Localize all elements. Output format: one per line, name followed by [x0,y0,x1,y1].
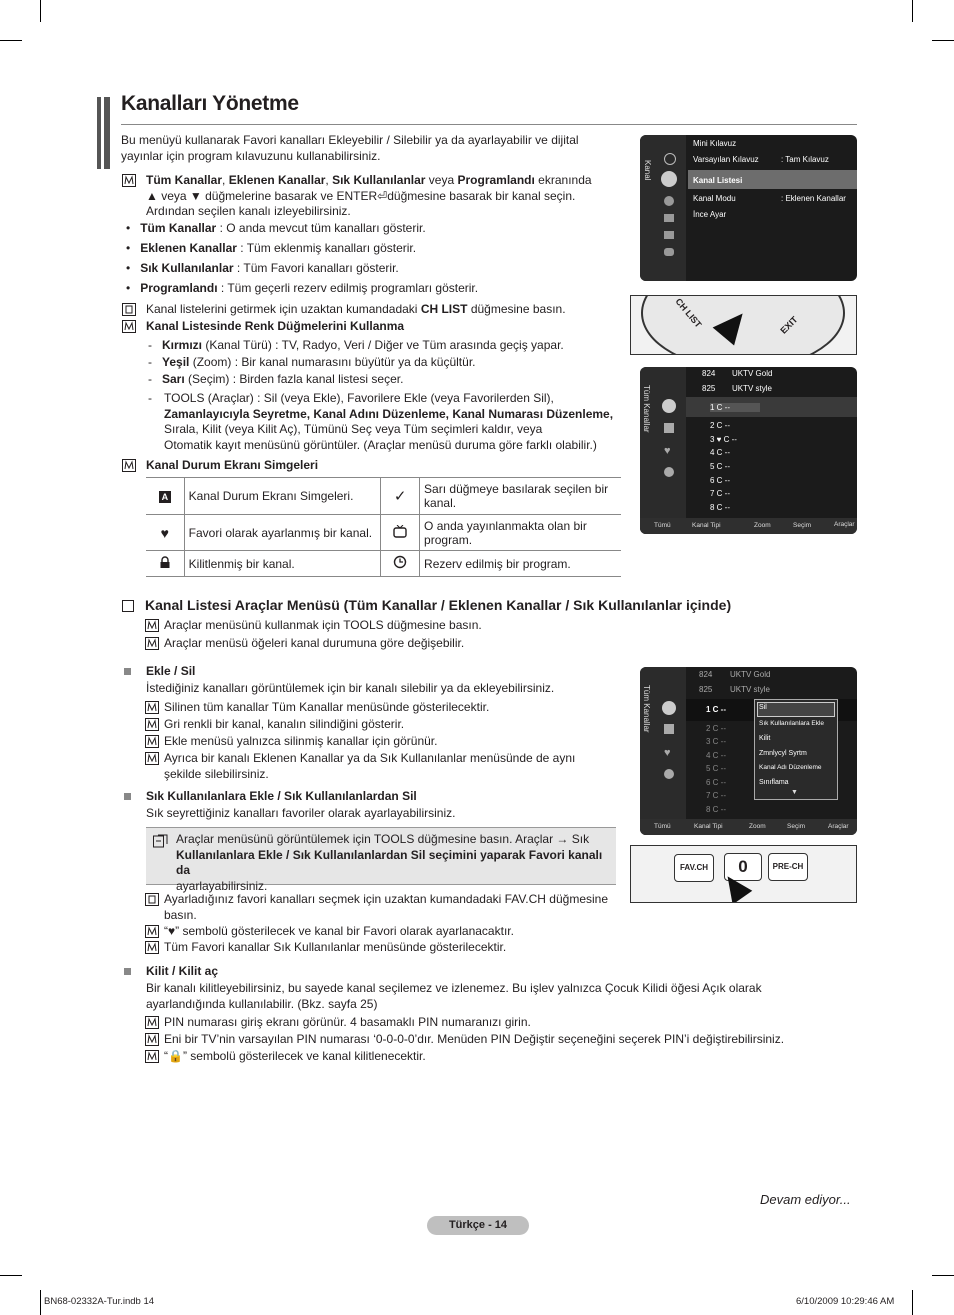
list-item: • Eklenen Kanallar : Tüm eklenmiş kanalları gösterir. [126,241,417,255]
table-row [146,551,621,577]
color-heading: Kanal Listesinde Renk Düğmelerini Kullanma [146,319,405,333]
osd-channel-menu [640,135,857,281]
note-icon [122,320,136,333]
square-bullet-icon [124,793,131,800]
osd-side-label: Kanal [643,160,652,181]
note-icon [145,637,159,650]
note1-line1: Tüm Kanallar, Eklenen Kanallar, Sık Kullanılanlar veya Programlandı ekranında [146,173,592,187]
list-item: - Kırmızı (Kanal Türü) : TV, Radyo, Veri / Diğer ve Tüm arasında geçiş yapar. [148,338,564,352]
osd-hint: Kanal Tipi [694,823,723,830]
osd-channel-list [640,367,857,534]
channel-icon [661,171,677,187]
list-item: • Sık Kullanılanlar : Tüm Favori kanalları gösterir. [126,261,399,275]
continued-text: Devam ediyor... [760,1192,851,1207]
note-icon [145,941,159,954]
osd-row-name[interactable]: UKTV Gold [732,369,773,378]
heart-icon: ♥ [146,515,184,551]
lock-note: Eni bir TV’nin varsayılan PIN numarası ‘0-0-0-0’dır. Menüden PIN Değiştir seçeneğini seçerek PIN’i değiştirebilirsiniz. [164,1032,785,1046]
table-row[interactable]: 4 C -- [706,751,726,760]
osd-row-name[interactable]: UKTV Gold [730,670,771,679]
programmed-icon [664,467,674,477]
osd-hint: Araçlar [828,823,849,830]
osd-item[interactable]: Kanal Listesi [693,176,743,185]
popup-item[interactable]: Kilit [759,735,771,742]
fav-note: “♥” sembolü gösterilecek ve kanal bir Favori olarak ayarlanacaktır. [164,924,514,938]
list-item: • Tüm Kanallar : O anda mevcut tüm kanalları gösterir. [126,221,426,235]
osd-tools-menu [640,667,857,835]
color-list [148,338,628,389]
table-row[interactable]: 3 ♥ C -- [710,435,737,444]
osd-hint: Tümü [654,823,671,830]
lock-heading: Kilit / Kilit aç [146,964,219,978]
tools-popup [754,699,838,800]
table-cell: Rezerv edilmiş bir program. [420,551,621,577]
ekle-heading: Ekle / Sil [146,664,196,678]
table-cell: Kanal Durum Ekranı Simgeleri. [184,478,381,515]
section2-heading: Kanal Listesi Araçlar Menüsü (Tüm Kanallar / Eklenen Kanallar / Sık Kullanılanlar içinde) [145,597,732,613]
page-title: Kanalları Yönetme [121,92,299,115]
osd-row-num: 825 [702,384,716,393]
tools-dash: - [148,391,152,405]
crop-mark [40,0,41,22]
table-cell: Sarı düğmeye basılarak seçilen bir kanal. [420,478,621,515]
osd-hint: Seçim [787,823,806,830]
osd-hint: Seçim [793,522,812,529]
setup-icon [664,196,674,206]
osd-hint: Zoom [754,522,771,529]
popup-item[interactable]: Kanal Adı Düzenleme [759,764,822,771]
osd-sidebar [640,135,686,281]
check-icon: ✓ [381,478,420,515]
zero-button[interactable]: 0 [724,853,762,881]
tools-icon [153,834,169,848]
title-bar [104,97,110,169]
osd-bottom-bar [640,819,857,835]
favorite-icon: ♥ [664,747,671,759]
lock-text: Bir kanalı kilitleyebilirsiniz, bu sayede kanal seçilemez ve izlenemez. Bu işlev yalnızca Çocuk Kilidi öğesi Açık olarak ayarlandığında kullanılabilir. (Bkz. sayfa 25) [146,981,762,1011]
crop-mark [40,1290,41,1315]
osd-side-label: Tüm Kanallar [642,385,651,433]
note-icon [145,1033,159,1046]
chlist-button[interactable]: CH LIST [673,296,704,330]
crop-mark [932,40,954,41]
crop-mark [912,1290,913,1315]
note-icon [145,735,159,748]
prech-button[interactable]: PRE-CH [768,853,808,881]
table-row[interactable]: 2 C -- [710,421,730,430]
note-icon [122,174,136,187]
table-cell: Favori olarak ayarlanmış bir kanal. [184,515,381,551]
crop-mark [912,0,913,22]
note-icon [145,925,159,938]
note-icon [145,619,159,632]
osd-item-value: : Tam Kılavuz [781,155,829,164]
crop-mark [0,40,22,41]
lock-note: PIN numarası giriş ekranı görünür. 4 basamaklı PIN numaranızı girin. [164,1015,531,1029]
popup-item[interactable]: Sınıflama [759,779,789,786]
osd-item[interactable]: Kanal Modu [693,194,736,203]
favch-button[interactable]: FAV.CH [674,854,714,882]
programmed-icon [664,769,674,779]
table-row [146,478,621,515]
table-row[interactable]: 3 C -- [706,737,726,746]
application-icon [664,231,674,239]
ekle-note: Gri renkli bir kanal, kanalın silindiğini gösterir. [164,717,405,731]
lock-note: “🔒” sembolü gösterilecek ve kanal kilitlenecektir. [164,1049,426,1063]
input-icon [664,214,674,222]
osd-bottom-bar [640,518,857,534]
osd-item[interactable]: İnce Ayar [693,210,727,219]
table-row[interactable]: 8 C -- [710,503,730,512]
fav-note: Ayarladığınız favori kanalları seçmek için uzaktan kumandadaki FAV.CH düğmesine basın. [164,892,609,922]
table-row[interactable]: 8 C -- [706,805,726,814]
square-bullet-icon [124,668,131,675]
tools-box-text: Araçlar menüsünü görüntülemek için TOOLS düğmesine basın. Araçlar → Sık Kullanılanlara Ekle / Sık Kullanılanlardan Sil seçimini yaparak Favori kanalı da ayarlayabilirsiniz. [176,832,603,893]
ekle-note: Silinen tüm kanallar Tüm Kanallar menüsünde gösterilecektir. [164,700,490,714]
ekle-note: Ekle menüsü yalnızca silinmiş kanallar için görünür. [164,734,438,748]
note-icon [122,459,136,472]
scroll-down-icon[interactable]: ▼ [791,789,798,796]
tools-text: TOOLS (Araçlar) : Sil (veya Ekle), Favorilere Ekle (veya Favorilerden Sil), Zamanlayıcıyla Seyretme, Kanal Adını Düzenleme, Kanal Numarası Düzenleme, Sırala, Kilit (veya Kilit Aç), Tümünü Seç veya Tüm seçimleri kaldır, veya Otomatik kayıt menüsünü görüntüler. (Araçlar menüsü duruma göre farklı olabilir.) [164,391,614,452]
lock-icon [146,551,184,577]
bullet-list [126,221,478,301]
section-checkbox-icon [122,600,134,612]
added-icon [664,724,674,734]
note1-line3: Ardından seçilen kanalı izleyebilirsiniz. [146,204,351,218]
list-item: - Yeşil (Zoom) : Bir kanal numarasını büyütür ya da küçültür. [148,355,476,369]
osd-row-num: 824 [702,369,716,378]
osd-item[interactable]: Mini Kılavuz [693,139,737,148]
osd-hint: Kanal Tipi [692,522,721,529]
osd-row-name[interactable]: UKTV style [730,685,771,694]
clock-icon [381,551,420,577]
note1-line2: ▲ veya ▼ düğmelerine basarak ve ENTER⏎düğmesine basarak bir kanal seçin. [146,188,576,203]
table-row[interactable]: 6 C -- [710,476,730,485]
remote-illustration [630,845,857,903]
table-row[interactable]: 4 C -- [710,448,730,457]
title-bar [97,97,101,169]
note1-text [146,173,626,220]
a-icon: A [146,478,184,515]
support-icon [664,248,674,256]
osd-side-label: Tüm Kanallar [642,685,651,733]
popup-item[interactable]: Sil [759,704,767,711]
remote-note-icon [145,893,159,906]
table-row[interactable]: 5 C -- [710,462,730,471]
footer-timestamp: 6/10/2009 10:29:46 AM [796,1296,895,1307]
square-bullet-icon [124,968,131,975]
table-row [146,515,621,551]
added-icon [664,423,674,433]
exit-button[interactable]: EXIT [778,314,800,336]
popup-item[interactable]: Sık Kullanılanlara Ekle [759,720,825,727]
section2-note: Araçlar menüsünü kullanmak için TOOLS düğmesine basın. [164,618,482,632]
all-icon [662,701,676,715]
table-row[interactable]: 7 C -- [706,791,726,800]
crop-mark [0,1275,22,1276]
remote-note-icon [122,303,136,316]
remote-illustration [630,295,857,355]
intro-text: Bu menüyü kullanarak Favori kanalları Ekleyebilir / Silebilir ya da ayarlayabilir ve dijital yayınlar için program kılavuzunu kullanabilirsiniz. [121,133,579,163]
footer-file: BN68-02332A-Tur.indb 14 [44,1296,155,1307]
ekle-note: Ayrıca bir kanalı Eklenen Kanallar ya da Sık Kullanılanlar menüsünde de aynı şekilde silebilirsiniz. [164,751,576,781]
osd-hint: Zoom [749,823,766,830]
table-row[interactable]: 6 C -- [706,778,726,787]
table-row[interactable]: 1 C -- [706,705,726,714]
popup-highlight [757,702,835,717]
table-cell: O anda yayınlanmakta olan bir program. [420,515,621,551]
fav-heading: Sık Kullanılanlara Ekle / Sık Kullanılanlardan Sil [146,789,417,803]
status-heading: Kanal Durum Ekranı Simgeleri [146,458,319,472]
section2-note: Araçlar menüsü öğeleri kanal durumuna göre değişebilir. [164,636,465,650]
popup-item[interactable]: Zmnlycyl Syrtm [759,750,807,757]
crop-mark [932,1275,954,1276]
osd-item[interactable]: Varsayılan Kılavuz [693,155,759,164]
picture-icon [664,153,676,165]
title-rule [121,124,857,125]
osd-hint: Tümü [654,522,671,529]
osd-row-name[interactable]: UKTV style [732,384,773,393]
osd-row-num: 824 [699,670,713,679]
ekle-text: İstediğiniz kanalları görüntülemek için bir kanalı silebilir ya da ekleyebilirsiniz. [146,681,555,695]
table-row[interactable]: 2 C -- [706,724,726,733]
osd-row-num: 825 [699,685,713,694]
fav-text: Sık seyrettiğiniz kanalları favoriler olarak ayarlayabilirsiniz. [146,806,456,820]
fav-note: Tüm Favori kanallar Sık Kullanılanlar menüsünde gösterilecektir. [164,940,507,954]
favorite-icon: ♥ [664,445,671,457]
osd-hint: Araçlar [834,521,855,528]
note-icon [145,1016,159,1029]
note-icon [145,701,159,714]
page-number: Türkçe - 14 [427,1216,529,1235]
note-icon [145,752,159,765]
chlist-note: Kanal listelerini getirmek için uzaktan kumandadaki CH LIST düğmesine basın. [146,302,566,316]
note-icon [145,1050,159,1063]
note-icon [145,718,159,731]
status-table [146,477,621,577]
list-item: - Sarı (Seçim) : Birden fazla kanal listesi seçer. [148,372,404,386]
list-item: • Programlandı : Tüm geçerli rezerv edilmiş programları gösterir. [126,281,479,295]
table-row[interactable]: 5 C -- [706,764,726,773]
table-row[interactable]: 1 C -- [710,403,760,412]
table-row[interactable]: 7 C -- [710,489,730,498]
all-icon [662,399,676,413]
tv-icon [381,515,420,551]
osd-item-value: : Eklenen Kanallar [781,194,846,203]
table-cell: Kilitlenmiş bir kanal. [184,551,381,577]
